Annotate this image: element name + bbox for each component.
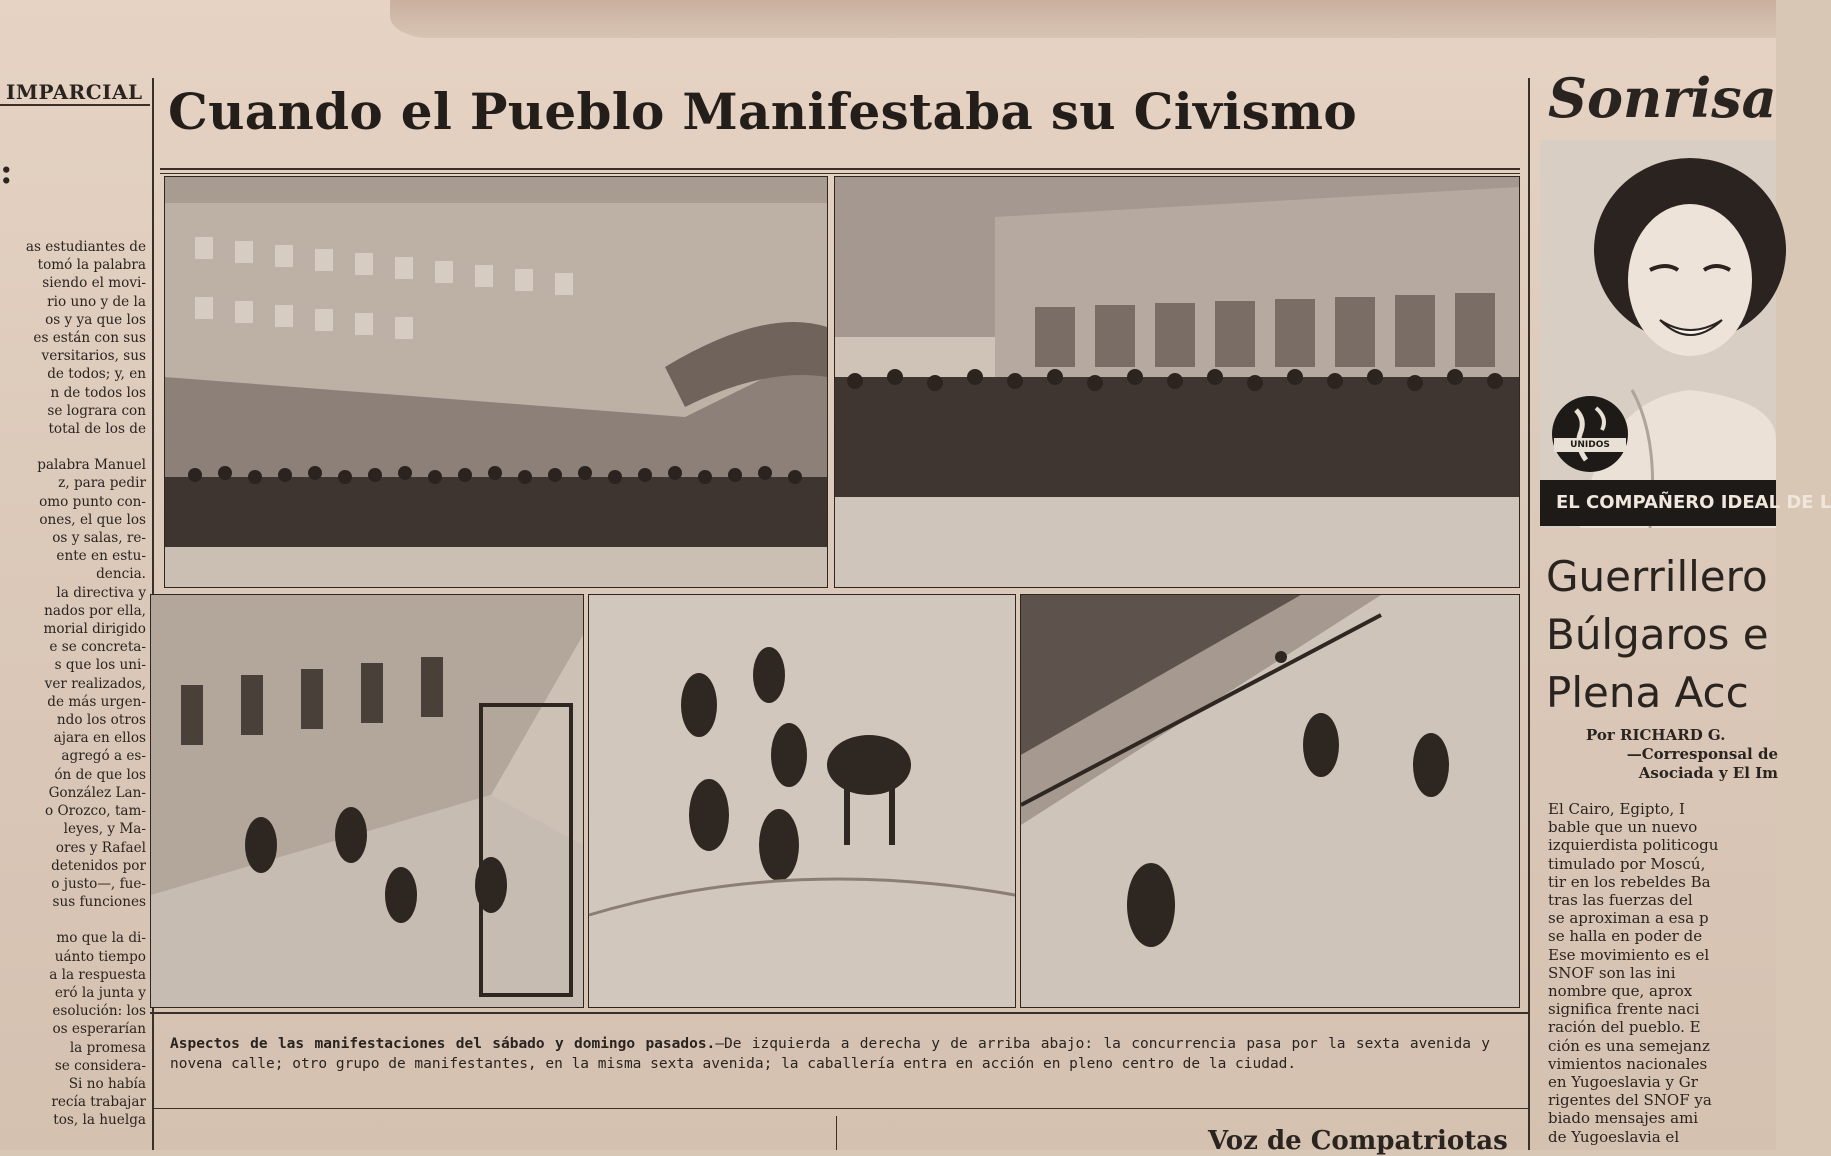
text-line: os y ya que los — [45, 311, 146, 328]
text-line: rigentes del SNOF ya — [1548, 1091, 1712, 1110]
text-line: o justo—, fue- — [51, 875, 146, 892]
text-line: Por RICHARD G. — [1586, 726, 1726, 744]
photo-cavalry-left — [150, 594, 584, 1008]
text-line: n de todos los — [50, 384, 146, 401]
text-line: total de los de — [48, 421, 146, 438]
text-line — [0, 438, 146, 456]
right-article-byline — [1552, 726, 1778, 783]
text-line: ón de que los — [54, 766, 146, 783]
bottom-column-rule — [836, 1116, 837, 1150]
torn-edge — [390, 0, 1776, 38]
text-line: mo que la di- — [56, 930, 146, 947]
text-line: González Lan- — [48, 784, 146, 801]
left-column-text — [0, 238, 146, 1130]
text-line: Ese movimiento es el — [1548, 945, 1710, 964]
globe-icon — [1546, 390, 1634, 478]
text-line: os esperarían — [52, 1021, 146, 1038]
text-line: nados por ella, — [44, 602, 146, 619]
text-line: tomó la palabra — [37, 257, 146, 274]
text-line: Búlgaros e — [1546, 610, 1769, 659]
text-line: de Yugoeslavia el — [1548, 1127, 1680, 1146]
text-line: ción es una semejanz — [1548, 1036, 1710, 1055]
right-article-body — [1548, 800, 1778, 1146]
text-line: z, para pedir — [58, 475, 146, 492]
text-line: vimientos nacionales — [1548, 1054, 1708, 1073]
text-line: ndo los otros — [56, 712, 146, 729]
text-line: —Corresponsal de — [1626, 745, 1778, 763]
text-line: sus funciones — [52, 894, 146, 911]
text-line: timulado por Moscú, — [1548, 854, 1706, 873]
photo-cavalry-center — [588, 594, 1016, 1008]
text-line: siendo el movi- — [42, 275, 146, 292]
ad-title: Sonrisa — [1548, 66, 1777, 130]
page-title: Cuando el Pueblo Manifestaba su Civismo — [168, 82, 1357, 141]
text-line: se halla en poder de — [1548, 927, 1703, 946]
text-line: se aproximan a esa p — [1548, 909, 1709, 928]
column-rule-right — [1528, 78, 1530, 1150]
text-line: o Orozco, tam- — [45, 803, 146, 820]
text-line: es están con sus — [33, 330, 146, 347]
text-line: tir en los rebeldes Ba — [1548, 872, 1711, 891]
text-line: uánto tiempo — [54, 948, 146, 965]
text-line: detenidos por — [51, 857, 146, 874]
text-line: se lograra con — [47, 402, 146, 419]
masthead-rule — [0, 104, 150, 106]
caption-lead: Aspectos de las manifestaciones del sábado y domingo pasados. — [170, 1036, 716, 1052]
masthead-symbol: : — [0, 152, 13, 192]
text-line: Guerrillero — [1546, 552, 1768, 601]
ad-banner: EL COMPAÑERO IDEAL DE L — [1540, 480, 1776, 526]
text-line: de todos; y, en — [47, 366, 146, 383]
text-line: tras las fuerzas del — [1548, 891, 1693, 910]
text-line: leyes, y Ma- — [63, 821, 146, 838]
text-line: en Yugoeslavia y Gr — [1548, 1073, 1698, 1092]
text-line: la promesa — [69, 1039, 146, 1056]
text-line: ración del pueblo. E — [1548, 1018, 1701, 1037]
text-line: tos, la huelga — [53, 1112, 146, 1129]
text-line: s que los uni- — [54, 657, 146, 674]
text-line: Plena Acc — [1546, 668, 1749, 717]
text-line: e se concreta- — [49, 639, 146, 656]
text-line: esolución: los — [52, 1003, 146, 1020]
headline-rule-top — [160, 168, 1520, 170]
text-line: ajara en ellos — [53, 730, 146, 747]
text-line: se considera- — [54, 1057, 146, 1074]
text-line: bable que un nuevo — [1548, 818, 1698, 837]
text-line: ente en estu- — [56, 548, 146, 565]
text-line: versitarios, sus — [41, 348, 146, 365]
photo-crowd-sixth-avenue — [164, 176, 828, 588]
text-line: significa frente naci — [1548, 1000, 1700, 1019]
text-line: biado mensajes ami — [1548, 1109, 1699, 1128]
text-line: SNOF son las ini — [1548, 963, 1676, 982]
text-line: dencia. — [96, 566, 146, 583]
text-line: a la respuesta — [49, 966, 146, 983]
text-line: as estudiantes de — [25, 239, 146, 255]
text-line: morial dirigido — [43, 621, 146, 638]
ad-badge-text: UNIDOS — [1570, 440, 1610, 450]
text-line: ones, el que los — [39, 511, 146, 528]
photo-cavalry-right — [1020, 594, 1520, 1008]
text-line — [0, 911, 146, 929]
text-line: nombre que, aprox — [1548, 982, 1693, 1001]
text-line: Si no había — [68, 1075, 146, 1092]
text-line: recía trabajar — [51, 1094, 146, 1111]
text-line: Asociada y El Im — [1638, 764, 1778, 782]
bottom-section-heading: Voz de Compatriotas — [1208, 1126, 1508, 1156]
right-article-headline — [1546, 548, 1778, 722]
text-line: izquierdista politicogu — [1548, 836, 1719, 855]
headline-rule-double — [160, 173, 1520, 174]
text-line: ver realizados, — [44, 675, 146, 692]
text-line: ores y Rafael — [55, 839, 146, 856]
masthead-name: IMPARCIAL — [6, 80, 143, 104]
text-line: El Cairo, Egipto, I — [1548, 800, 1685, 818]
text-line: palabra Manuel — [37, 457, 146, 474]
text-line: os y salas, re- — [52, 530, 146, 547]
text-line: agregó a es- — [61, 748, 146, 765]
caption-body: —De izquierda a derecha y de arriba abajo: la concurrencia pasa por la sexta avenida y novena calle; otro grupo de manifestantes, en la misma sexta avenida; la caballería entra en acción en pleno centro de la ciudad. — [170, 1036, 1491, 1072]
photo-crowd-second-group — [834, 176, 1520, 588]
photo-rule-bottom — [150, 1012, 1528, 1014]
text-line: omo punto con- — [39, 493, 146, 510]
text-line: de más urgen- — [47, 693, 146, 710]
caption-rule-bottom — [152, 1108, 1528, 1109]
photo-caption — [170, 1034, 1490, 1074]
text-line: eró la junta y — [54, 984, 146, 1001]
text-line: rio uno y de la — [47, 293, 146, 310]
text-line: la directiva y — [56, 584, 146, 601]
